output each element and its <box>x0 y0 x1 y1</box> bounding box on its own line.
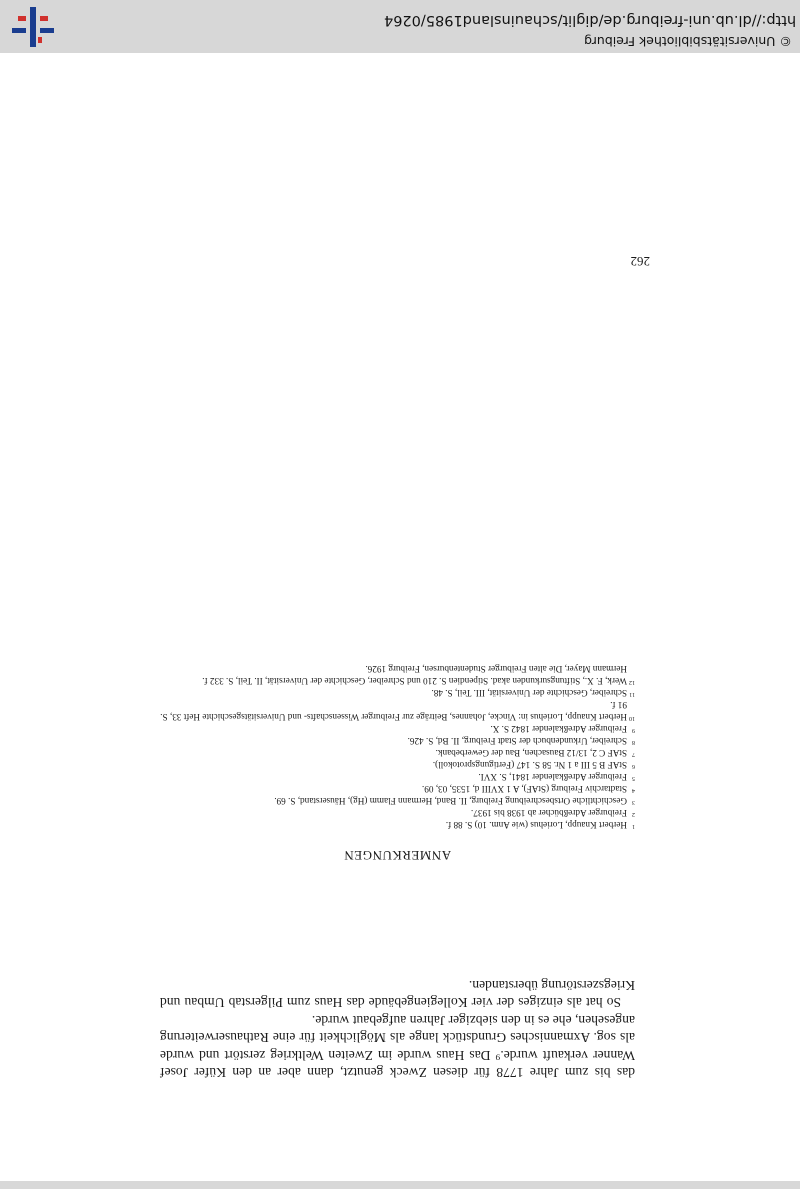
note-item <box>160 759 635 771</box>
notes-heading: ANMERKUNGEN <box>343 848 452 863</box>
note-number: 7 <box>632 751 635 757</box>
page-number: 262 <box>630 254 650 269</box>
note-text: Freiburger Adreßbücher ab 1938 bis 1937. <box>471 808 627 818</box>
note-item <box>160 675 635 687</box>
note-item <box>160 687 635 699</box>
note-text: Hermann Mayer, Die alten Freiburger Studentenbursen, Freiburg 1926. <box>365 664 627 674</box>
paragraph-1: das bis zum Jahre 1778 für diesen Zweck genutzt, dann aber an den Küfer Josef Wanner verkauft wurde.⁹ Das Haus wurde im Zweiten Weltkrieg zerstört und wurde als sog. Axmannisches Grundstück lange als Möglichkeit für eine Rathauserweiterung angesehen, ehe es in den siebziger Jahren aufgebaut wurde. <box>160 1012 635 1080</box>
note-text: StAF B 5 III a 1 Nr. 58 S. 147 (Fertigungsprotokoll). <box>432 760 627 770</box>
note-number: 2 <box>632 811 635 817</box>
note-text: Freiburger Adreßkalender 1842 S. X. <box>490 724 627 734</box>
note-text: Schreiber, Urkundenbuch der Stadt Freiburg, II. Bd, S. 426. <box>407 736 627 746</box>
top-bar <box>0 1181 800 1189</box>
notes-list <box>160 663 635 831</box>
note-text: Geschichtliche Ortsbeschreibung Freiburg, II. Band, Hermann Flamm (Hg), Häuserstand, S. 69. <box>274 796 627 806</box>
note-text: Freiburger Adreßkalender 1841, S. XVI. <box>478 772 627 782</box>
body-text <box>160 977 635 1081</box>
note-number: 12 <box>629 679 635 685</box>
note-number: 9 <box>632 727 635 733</box>
note-number: 1 <box>632 823 635 829</box>
note-number: 11 <box>629 691 635 697</box>
note-item <box>160 663 635 675</box>
note-item <box>160 771 635 783</box>
ub-freiburg-logo-icon[interactable] <box>10 7 54 47</box>
note-number: 4 <box>632 787 635 793</box>
note-text: Herbert Knaupp, Loriehus in: Vincke, Johannes, Beiträge zur Freiburger Wissenschafts- und Universitätsgeschichte Heft 33, S. 91 f. <box>160 700 627 722</box>
note-item <box>160 699 635 723</box>
note-item <box>160 807 635 819</box>
note-number: 8 <box>632 739 635 745</box>
note-number: 5 <box>632 775 635 781</box>
note-text: StAF C 2, 13/12 Bausachen, Bau der Gewerbebank. <box>435 748 627 758</box>
footer-bar <box>0 0 800 53</box>
note-item <box>160 747 635 759</box>
note-text: Stadtarchiv Freiburg (StAF), A 1 XVIII d, 1535, 03, 09. <box>421 784 627 794</box>
note-item <box>160 783 635 795</box>
note-text: Herbert Knaupp, Loriehus (wie Anm. 10) S. 88 f. <box>445 820 627 830</box>
note-number: 6 <box>632 763 635 769</box>
note-item <box>160 819 635 831</box>
note-text: Schreiber, Geschichte der Universität, III. Teil, S. 48. <box>431 688 627 698</box>
note-item <box>160 795 635 807</box>
note-item <box>160 723 635 735</box>
source-url-link[interactable]: http://dl.ub.uni-freiburg.de/diglit/schauinsland1985/0264 <box>384 12 797 28</box>
note-number: 10 <box>629 715 635 721</box>
note-text: Werk, F. X., Stiftungsurkunden akad. Stipendien S. 210 und Schreiber, Geschichte der Universität, II. Teil, S. 332 f. <box>202 676 627 686</box>
note-item <box>160 735 635 747</box>
copyright-text: © Universitätsbibliothek Freiburg <box>584 34 792 49</box>
note-number: 3 <box>632 799 635 805</box>
paragraph-2: So hat als einziges der vier Kollegiengebäude das Haus zum Pilgerstab Umbau und Kriegszerstörung überstanden. <box>160 977 635 1011</box>
